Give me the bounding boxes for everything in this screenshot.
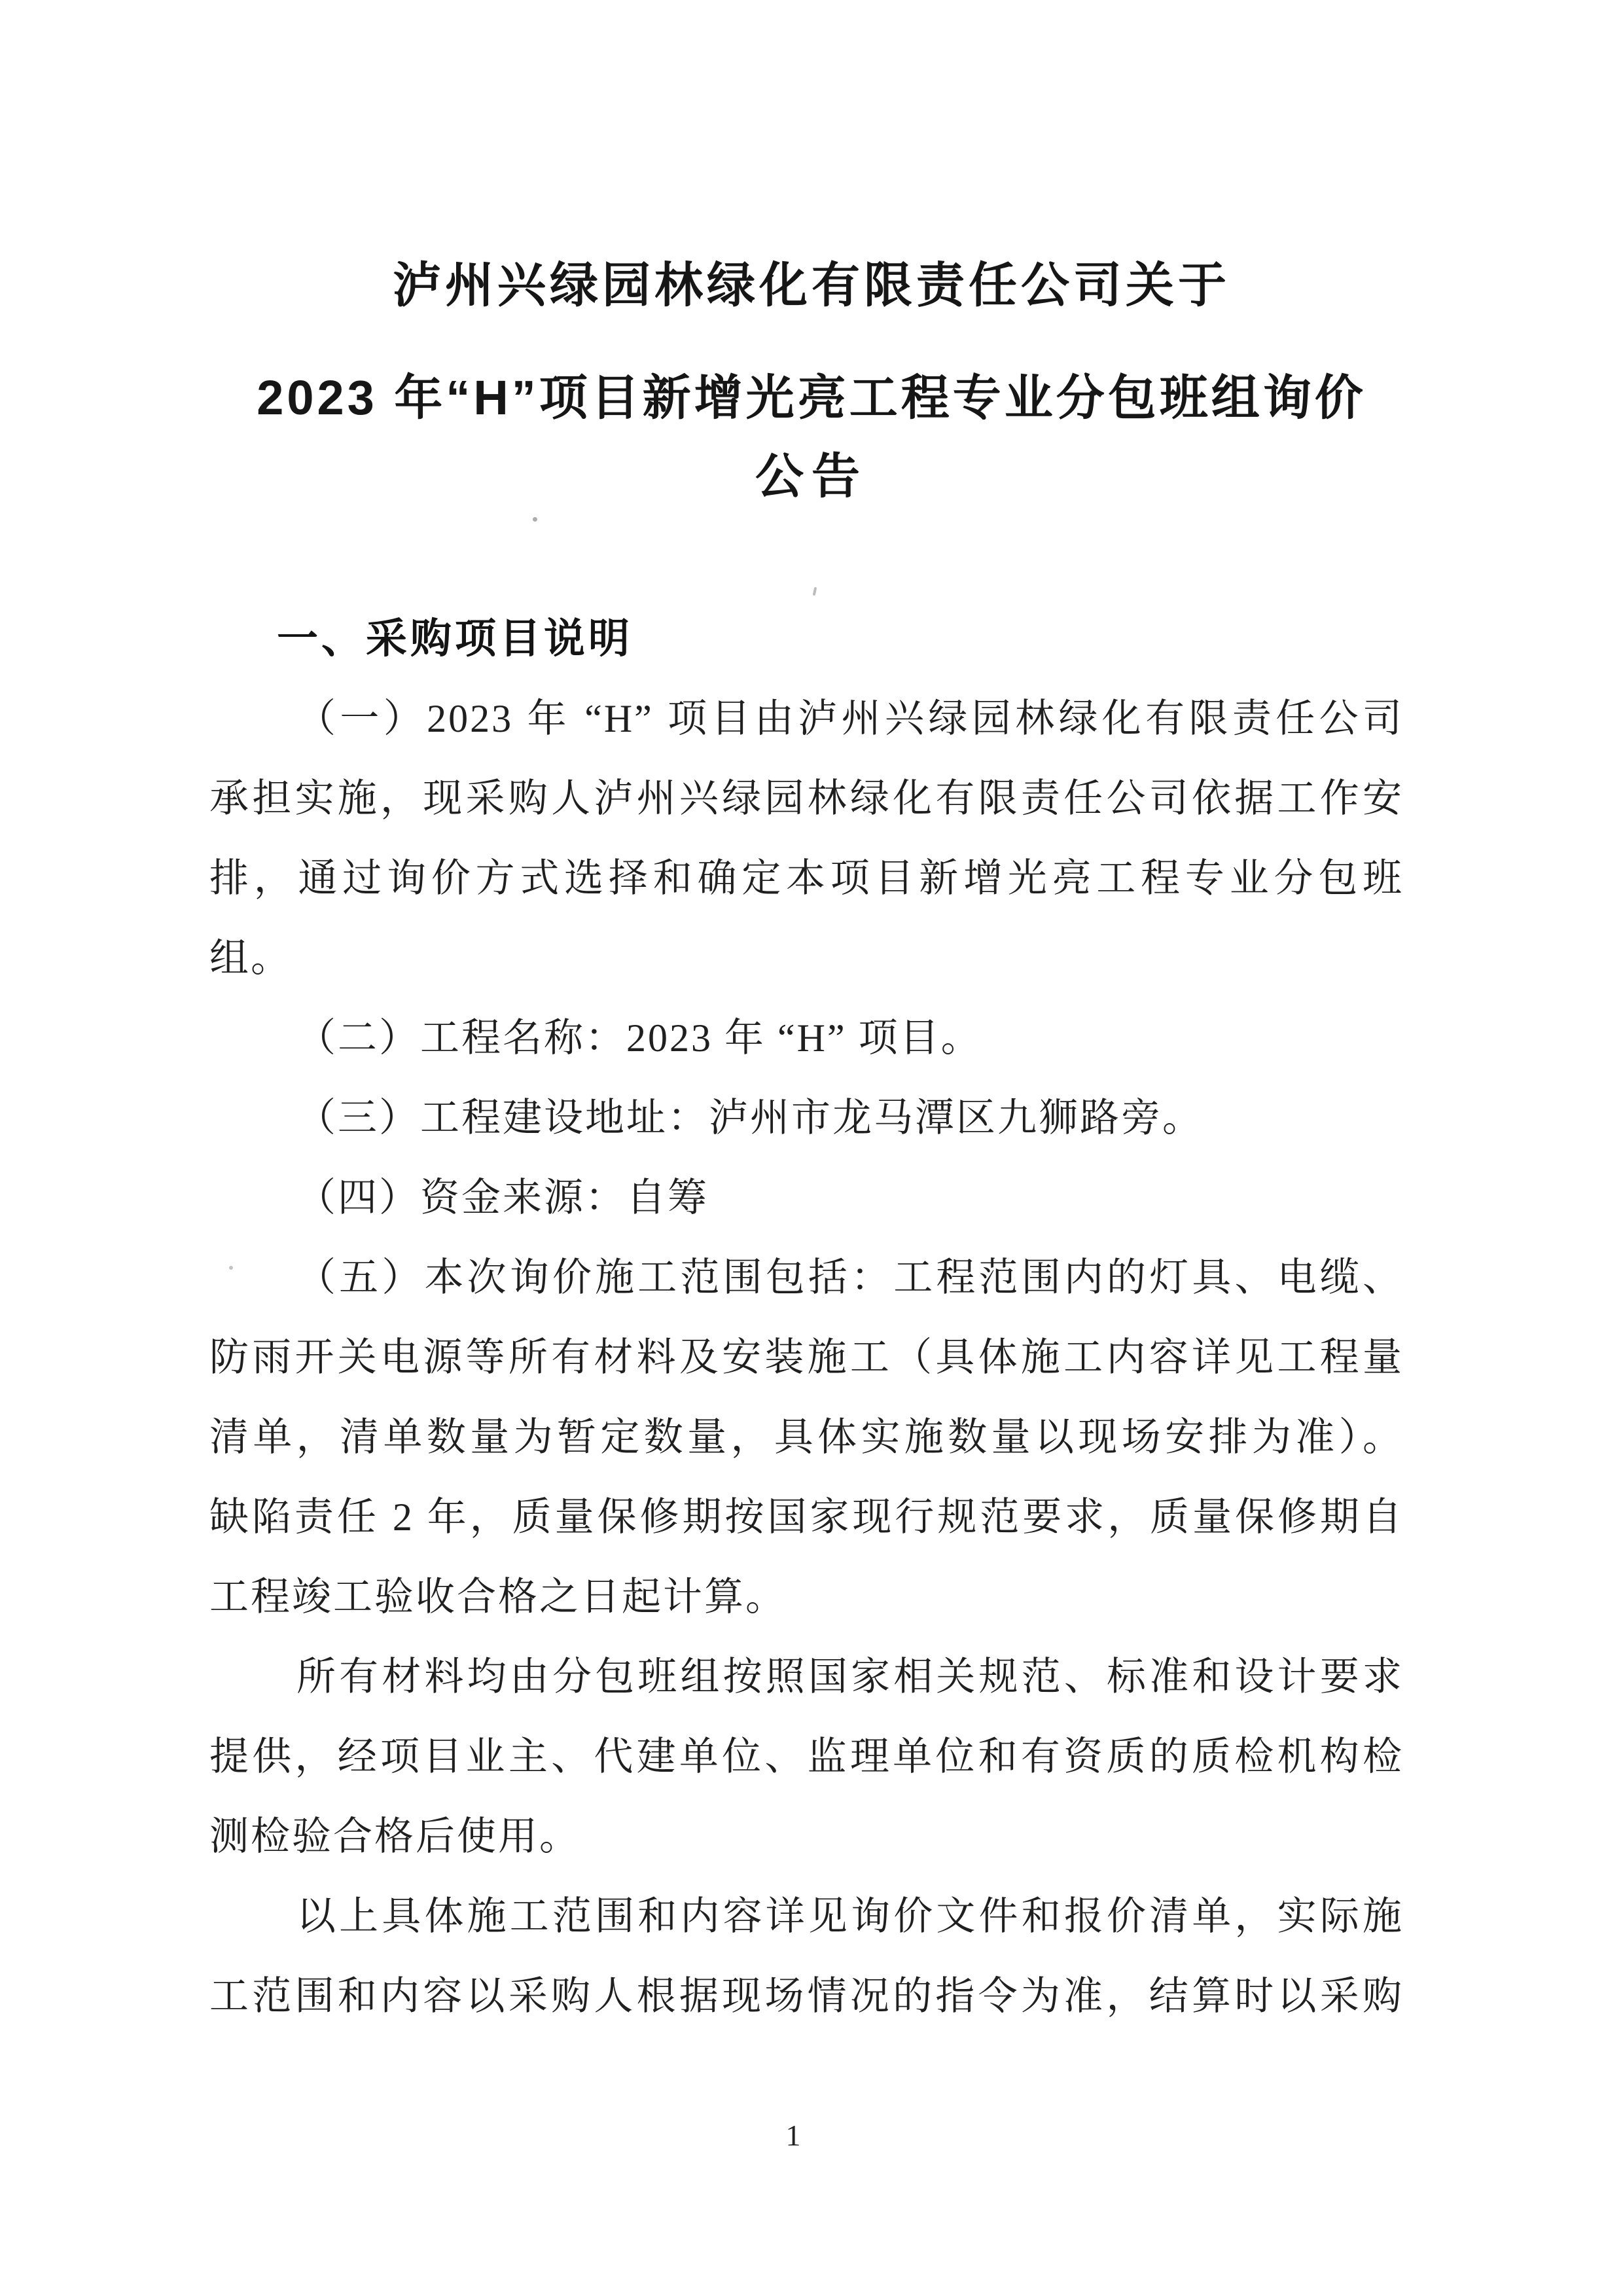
scan-speck <box>813 587 817 596</box>
paragraph-line: 承担实施，现采购人泸州兴绿园林绿化有限责任公司依据工作安 <box>209 777 1404 820</box>
paragraph-line: 工范围和内容以采购人根据现场情况的指令为准，结算时以采购 <box>209 1975 1404 2018</box>
paragraph-line: （二）工程名称：2023 年 “H” 项目。 <box>296 1016 982 1060</box>
paragraph-line: （三）工程建设地址：泸州市龙马潭区九狮路旁。 <box>296 1096 1204 1139</box>
paragraph-line: （一）2023 年 “H” 项目由泸州兴绿园林绿化有限责任公司 <box>296 697 1404 740</box>
page-number: 1 <box>785 2119 801 2152</box>
paragraph-line: 所有材料均由分包班组按照国家相关规范、标准和设计要求 <box>296 1655 1404 1698</box>
paragraph-line: 提供，经项目业主、代建单位、监理单位和有资质的质检机构检 <box>209 1735 1404 1778</box>
document-title-line-1: 泸州兴绿园林绿化有限责任公司关于 <box>393 258 1230 312</box>
section-heading: 一、采购项目说明 <box>277 616 633 662</box>
paragraph-line: 测检验合格后使用。 <box>209 1815 580 1858</box>
paragraph-line: 以上具体施工范围和内容详见询价文件和报价清单，实际施 <box>296 1895 1404 1938</box>
paragraph-line: （四）资金来源：自筹 <box>296 1176 709 1219</box>
document-body <box>209 599 1404 2036</box>
scan-speck <box>533 517 537 522</box>
paragraph-line: 防雨开关电源等所有材料及安装施工（具体施工内容详见工程量 <box>209 1336 1404 1379</box>
paragraph-line: 工程竣工验收合格之日起计算。 <box>209 1575 787 1619</box>
paragraph-line: 排，通过询价方式选择和确定本项目新增光亮工程专业分包班 <box>209 857 1404 900</box>
document-title-line-2: 2023 年“H”项目新增光亮工程专业分包班组询价 <box>257 370 1366 425</box>
paragraph-line: 清单，清单数量为暂定数量，具体实施数量以现场安排为准）。 <box>209 1416 1404 1459</box>
paragraph-line: 缺陷责任 2 年，质量保修期按国家现行规范要求，质量保修期自 <box>209 1496 1404 1539</box>
paragraph-line: 组。 <box>209 937 292 980</box>
document-title-line-3: 公告 <box>755 449 868 503</box>
paragraph-line: （五）本次询价施工范围包括：工程范围内的灯具、电缆、 <box>296 1256 1404 1299</box>
